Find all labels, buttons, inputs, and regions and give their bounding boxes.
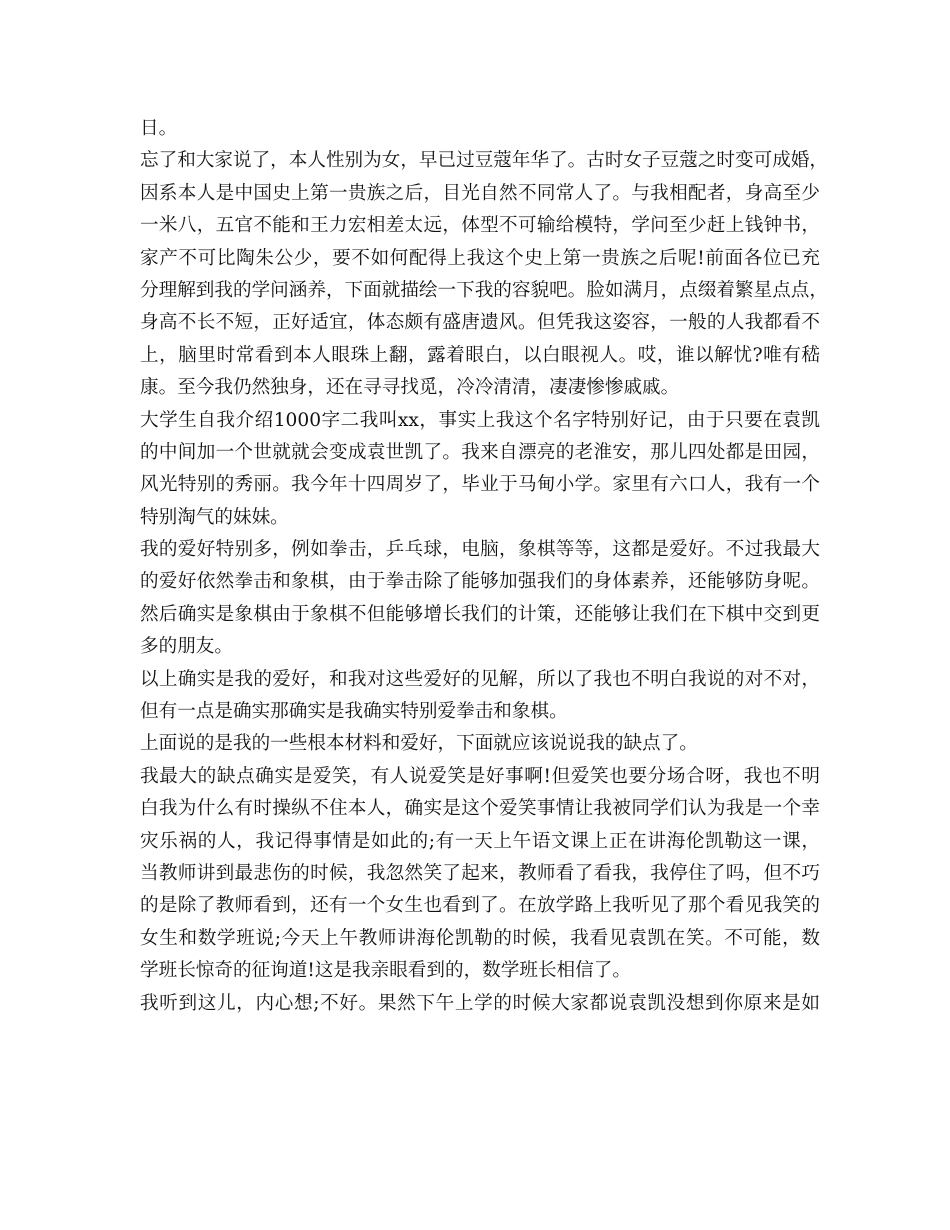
text-line: 分理解到我的学问涵养，下面就描绘一下我的容貌吧。脸如满月，点缀着繁星点点， [140, 279, 828, 301]
text-line: 因系本人是中国史上第一贵族之后，目光自然不同常人了。与我相配者，身高至少 [140, 182, 820, 204]
text-line: 的中间加一个世就就会变成袁世凯了。我来自漂亮的老淮安，那儿四处都是田园， [140, 441, 820, 463]
text-line: 家产不可比陶朱公少，要不如何配得上我这个史上第一贵族之后呢!前面各位已充 [140, 247, 820, 269]
text-line: 我的爱好特别多，例如拳击，乒乓球，电脑，象棋等等，这都是爱好。不过我最大 [140, 539, 820, 561]
text-line: 但有一点是确实那确实是我确实特别爱拳击和象棋。 [140, 701, 568, 723]
text-line: 康。至今我仍然独身，还在寻寻找觅，冷冷清清，凄凄惨惨戚戚。 [140, 377, 680, 399]
text-line: 日。 [140, 118, 178, 139]
text-line: 上，脑里时常看到本人眼珠上翻，露着眼白，以白眼视人。哎，谁以解忧?唯有嵇 [140, 344, 820, 366]
text-line: 一米八，五官不能和王力宏相差太远，体型不可输给模特，学问至少赶上钱钟书， [140, 215, 820, 237]
text-line: 我听到这儿，内心想;不好。果然下午上学的时候大家都说袁凯没想到你原来是如 [140, 992, 820, 1014]
text-line: 当教师讲到最悲伤的时候，我忽然笑了起来，教师看了看我，我停住了吗，但不巧 [140, 862, 820, 884]
text-line: 我最大的缺点确实是爱笑，有人说爱笑是好事啊!但爱笑也要分场合呀，我也不明 [140, 765, 820, 787]
text-line: 灾乐祸的人，我记得事情是如此的;有一天上午语文课上正在讲海伦凯勒这一课， [140, 830, 820, 852]
text-line: 的爱好依然拳击和象棋，由于拳击除了能够加强我们的身体素养，还能够防身呢。 [140, 571, 820, 593]
text-line: 白我为什么有时操纵不住本人，确实是这个爱笑事情让我被同学们认为我是一个幸 [140, 798, 820, 820]
text-line: 身高不长不短，正好适宜，体态颇有盛唐遗风。但凭我这姿容，一般的人我都看不 [140, 312, 820, 334]
text-line: 的是除了教师看到，还有一个女生也看到了。在放学路上我听见了那个看见我笑的 [140, 895, 820, 917]
text-line: 特别淘气的妹妹。 [140, 506, 289, 528]
text-line: 女生和数学班说;今天上午教师讲海伦凯勒的时候，我看见袁凯在笑。不可能，数 [140, 927, 820, 949]
text-line: 然后确实是象棋由于象棋不但能够增长我们的计策，还能够让我们在下棋中交到更 [140, 603, 820, 625]
text-line: 学班长惊奇的征询道!这是我亲眼看到的，数学班长相信了。 [140, 960, 631, 982]
text-line: 大学生自我介绍1000字二我叫xx，事实上我这个名字特别好记，由于只要在袁凯 [140, 409, 820, 431]
text-line: 忘了和大家说了，本人性别为女，早已过豆蔻年华了。古时女子豆蔻之时变可成婚， [140, 150, 828, 172]
text-line: 以上确实是我的爱好，和我对这些爱好的见解，所以了我也不明白我说的对不对， [140, 668, 820, 690]
document-body [140, 113, 828, 1020]
text-line: 上面说的是我的一些根本材料和爱好，下面就应该说说我的缺点了。 [140, 733, 698, 755]
text-line: 多的朋友。 [140, 636, 233, 658]
text-line: 风光特别的秀丽。我今年十四周岁了，毕业于马甸小学。家里有六口人，我有一个 [140, 474, 820, 496]
